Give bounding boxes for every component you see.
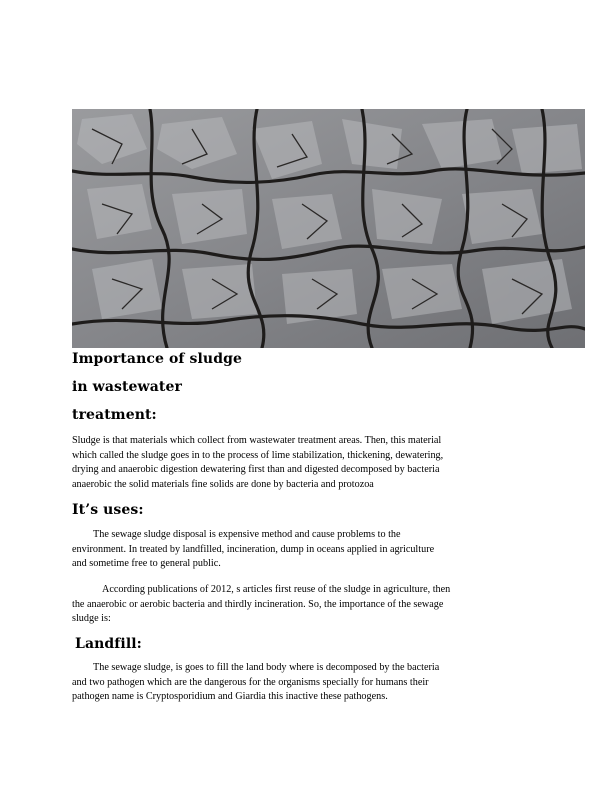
intro-paragraph — [72, 434, 542, 493]
text-line: sludge is: — [72, 613, 111, 625]
text-line: the anaerobic or aerobic bacteria and thirdly incineration. So, the importance of the sewage — [72, 598, 444, 610]
text-line: Sludge is that materials which collect from wastewater treatment areas. Then, this material — [72, 435, 442, 446]
text-line: which called the sludge goes in to the process of lime stabilization, thickening, dewatering, — [72, 449, 444, 461]
heading-line-1: Importance of sludge — [72, 351, 242, 367]
text-line: According publications of 2012, s articles first reuse of the sludge in agriculture, then — [102, 584, 451, 595]
text-line: pathogen name is Cryptosporidium and Giardia this inactive these pathogens. — [72, 691, 388, 703]
uses-heading: It’s uses: — [72, 502, 144, 518]
text-line: The sewage sludge disposal is expensive method and cause problems to the — [93, 529, 401, 540]
text-line: drying and anaerobic digestion dewatering first than and digested decomposed by bacteria — [72, 464, 440, 476]
landfill-paragraph — [72, 661, 542, 705]
text-line: and sometime free to general public. — [72, 558, 221, 570]
uses-paragraph-2 — [72, 583, 542, 627]
text-line: and two pathogen which are the dangerous for the organisms specially for humans their — [72, 676, 429, 688]
text-line: anaerobic the solid materials fine solids are done by bacteria and protozoa — [72, 479, 374, 491]
landfill-heading: Landfill: — [75, 636, 142, 652]
cracked-mud-photo — [72, 109, 585, 348]
heading-line-2: in wastewater — [72, 379, 182, 395]
cracked-mud-image — [72, 109, 585, 348]
heading-line-3: treatment: — [72, 407, 157, 423]
text-line: environment. In treated by landfilled, incineration, dump in oceans applied in agriculture — [72, 543, 435, 555]
uses-paragraph-1 — [72, 528, 542, 572]
text-line: The sewage sludge, is goes to fill the land body where is decomposed by the bacteria — [93, 662, 440, 673]
